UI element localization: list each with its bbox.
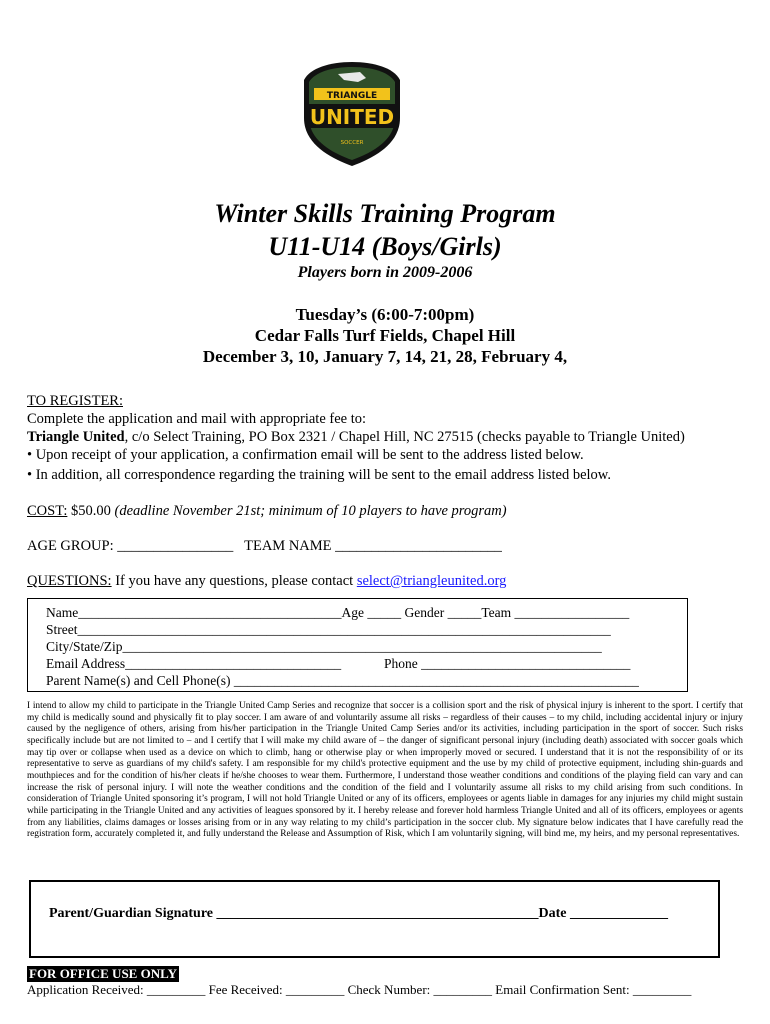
office-use-fields: Application Received: _________ Fee Received: _________ Check Number: _________ Email Confirmation Sent: _________ [27, 982, 692, 997]
birth-years: Players born in 2009-2006 [297, 264, 473, 281]
cost-note: (deadline November 21st; minimum of 10 players to have program) [114, 503, 507, 519]
register-heading: TO REGISTER: [27, 393, 123, 409]
street-field[interactable]: Street_______________________________________________________________________________ [46, 622, 611, 637]
svg-text:TRIANGLE: TRIANGLE [326, 91, 378, 101]
age-group-field[interactable]: : ________________ [109, 538, 234, 554]
svg-text:UNITED: UNITED [309, 105, 395, 129]
triangle-united-logo [300, 58, 404, 168]
waiver-text: I intend to allow my child to participate in the Triangle United Camp Series and recognize that soccer is a collision sport and the risk of physical injury is inherent to the sport. I certify that my child is medically sound and physically fit to play soccer. I am aware of and voluntarily assume all risks – regardless of their causes – to my child, including accidental injury or injury caused by the negligence of others, arising from his/her participation in the Triangle United Camp Series and/or its activities, including participation in the sport of soccer. Such risks specifically include but are not limited to – and I certify that I will make my child aware of – the danger of significant personal injury (including death) associated with soccer goals which may tip over or collapse when used as a device on which to climb, hang or otherwise play or when improperly moved or secured. I understand that it is not the responsibility of or its representative to serve as guardians of my child's safety. I am responsible for my child's protective equipment and the use by my child of protective equipment, including shin-guards and mouthpieces and for the condition of his/her cleats if he/she chooses to wear them. Furthermore, I understand those weather conditions and conditions of the playing field can vary and can increase the risk of personal injury. I will note the weather conditions and the condition of the field and I voluntarily assume all risks to my child arising from such conditions. In consideration of Triangle United sponsoring it’s program, I will not hold Triangle United or any of its officers, employees or agents liable in damages for any injuries my child might sustain while participating in the Triangle United and any activities of leagues sponsored by it. I hereby release and forever hold harmless Triangle United and all of its officers, employees or agents from any liabilities, claims damages or losses arising from or in any way relating to my child’s participation in the soccer club. My signature below indicates that I have carefully read the registration form, accurately completed it, and fully understand the Release and Assumption of Risk, which I am voluntarily signing, will bind me, my heirs, and my personal representatives. [27, 701, 743, 840]
age-team-line [27, 538, 502, 555]
register-address [27, 429, 685, 446]
phone-field[interactable]: Phone _______________________________ [384, 656, 631, 671]
register-instructions: Complete the application and mail with appropriate fee to: [27, 411, 367, 427]
cost-label: COST: [27, 503, 68, 519]
questions-text: If you have any questions, please contact [111, 573, 357, 589]
mailing-address: , c/o Select Training, PO Box 2321 / Chapel Hill, NC 27515 (checks payable to Triangle United) [124, 429, 685, 445]
org-name: Triangle United [27, 429, 125, 445]
cost-amount: $50.00 [67, 503, 115, 519]
parent-name-phone-field[interactable]: Parent Name(s) and Cell Phone(s) ____________________________________________________________ [46, 673, 639, 688]
questions-line [27, 573, 506, 590]
city-state-zip-field[interactable]: City/State/Zip_______________________________________________________________________ [46, 639, 602, 654]
parent-signature-date-field[interactable]: Parent/Guardian Signature ______________________________________________Date ______________ [49, 906, 668, 921]
register-bullet-correspondence: • In addition, all correspondence regarding the training will be sent to the email address listed below. [27, 467, 611, 483]
cost-line [27, 503, 507, 520]
signature-box [29, 880, 720, 958]
email-address-field[interactable]: Email Address________________________________ [46, 656, 342, 671]
age-group-label: AGE GROUP [27, 538, 110, 554]
register-bullet-confirmation: • Upon receipt of your application, a confirmation email will be sent to the address listed below. [27, 447, 584, 463]
program-age-range: U11-U14 (Boys/Girls) [268, 232, 502, 261]
svg-text:SOCCER: SOCCER [340, 140, 364, 146]
schedule-location: Cedar Falls Turf Fields, Chapel Hill [254, 326, 516, 345]
office-use-label: FOR OFFICE USE ONLY [29, 966, 177, 981]
contact-email-link[interactable]: select@triangleunited.org [356, 573, 507, 589]
schedule-dates: December 3, 10, January 7, 14, 21, 28, February 4, [202, 347, 568, 366]
name-age-gender-team-field[interactable]: Name_______________________________________Age _____ Gender _____Team _________________ [46, 605, 630, 620]
schedule-day: Tuesday’s (6:00-7:00pm) [295, 305, 475, 324]
team-name-field[interactable]: TEAM NAME _______________________ [244, 538, 502, 554]
player-info-form [27, 598, 688, 692]
program-title: Winter Skills Training Program [214, 199, 556, 228]
questions-label: QUESTIONS: [27, 573, 112, 589]
